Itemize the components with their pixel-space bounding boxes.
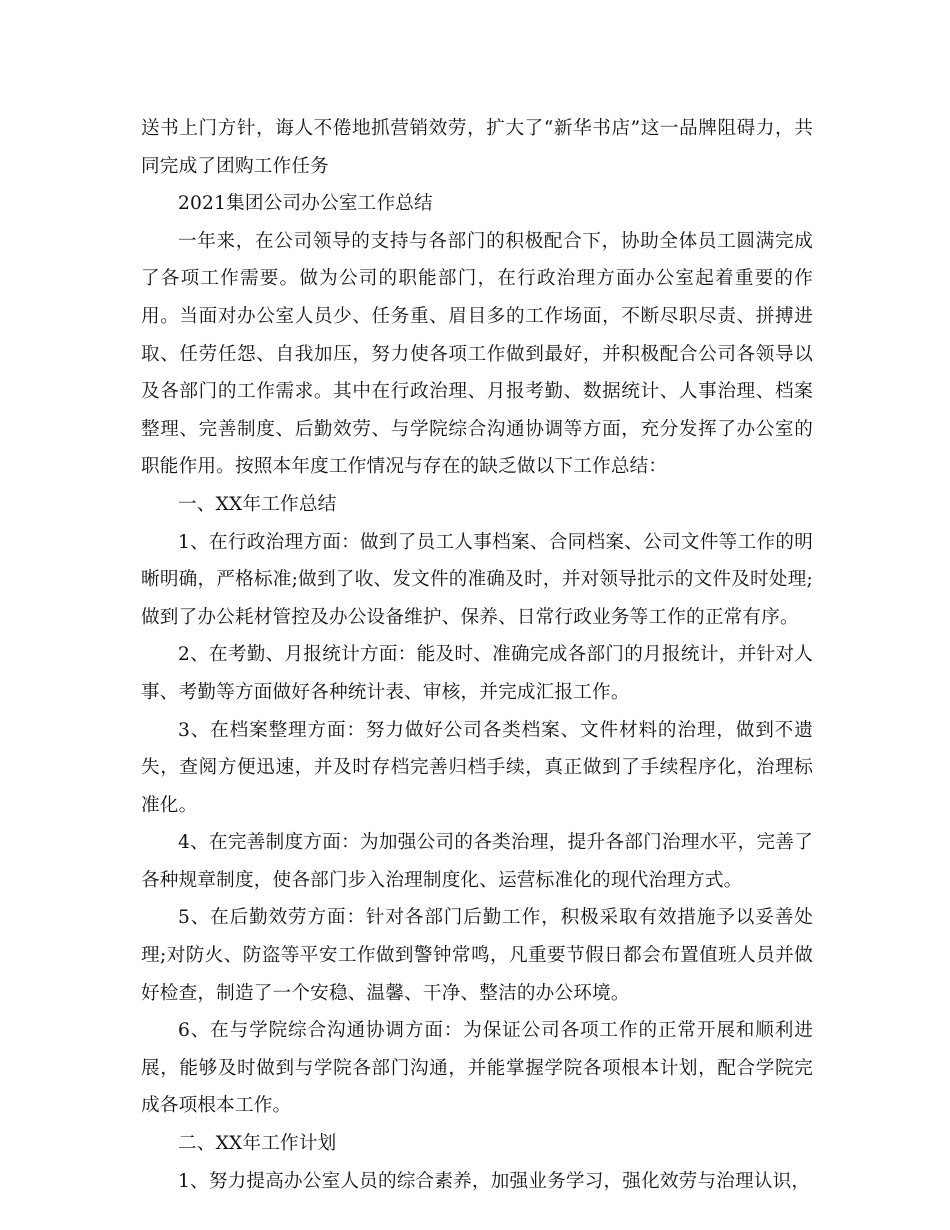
paragraph-item-1: 1、在行政治理方面：做到了员工人事档案、合同档案、公司文件等工作的明晰明确，严格标准;做到了收、发文件的准确及时，并对领导批示的文件及时处理;做到了办公耗材管控及办公设备维护、保养、日常行政业务等工作的正常有序。 — [141, 531, 813, 628]
paragraph-continuation: 送书上门方针，诲人不倦地抓营销效劳，扩大了“新华书店”这一品牌阻碍力，共同完成了团购工作任务 — [141, 118, 813, 177]
paragraph-intro: 一年来，在公司领导的支持与各部门的积极配合下，协助全体员工圆满完成了各项工作需要。做为公司的职能部门，在行政治理方面办公室起着重要的作用。当面对办公室人员少、任务重、眉目多的工作场面，不断尽职尽责、拼搏进取、任劳任怨、自我加压，努力使各项工作做到最好，并积极配合公司各领导以及各部门的工作需求。其中在行政治理、月报考勤、数据统计、人事治理、档案整理、完善制度、后勤效劳、与学院综合沟通协调等方面，充分发挥了办公室的职能作用。按照本年度工作情况与存在的缺乏做以下工作总结： — [141, 230, 813, 478]
paragraph-item-5: 5、在后勤效劳方面：针对各部门后勤工作，积极采取有效措施予以妥善处理;对防火、防盗等平安工作做到警钟常鸣，凡重要节假日都会布置值班人员并做好检查，制造了一个安稳、温馨、干净、整洁的办公环境。 — [141, 907, 813, 1004]
paragraph-item-2: 2、在考勤、月报统计方面：能及时、准确完成各部门的月报统计，并针对人事、考勤等方面做好各种统计表、审核，并完成汇报工作。 — [141, 644, 813, 703]
paragraph-item-3: 3、在档案整理方面：努力做好公司各类档案、文件材料的治理，做到不遗失，查阅方便迅速，并及时存档完善归档手续，真正做到了手续程序化，治理标准化。 — [141, 719, 813, 816]
paragraph-item-6: 6、在与学院综合沟通协调方面：为保证公司各项工作的正常开展和顺利进展，能够及时做到与学院各部门沟通，并能掌握学院各项根本计划，配合学院完成各项根本工作。 — [141, 1020, 813, 1117]
document-body — [141, 110, 813, 1200]
section-title: 2021集团公司办公室工作总结 — [178, 193, 433, 215]
paragraph-item-4: 4、在完善制度方面：为加强公司的各类治理，提升各部门治理水平，完善了各种规章制度，使各部门步入治理制度化、运营标准化的现代治理方式。 — [141, 832, 813, 891]
heading-summary: 一、XX年工作总结 — [178, 493, 337, 515]
paragraph-plan-1: 1、努力提高办公室人员的综合素养，加强业务学习，强化效劳与治理认识， — [178, 1170, 811, 1192]
heading-plan: 二、XX年工作计划 — [178, 1133, 337, 1155]
